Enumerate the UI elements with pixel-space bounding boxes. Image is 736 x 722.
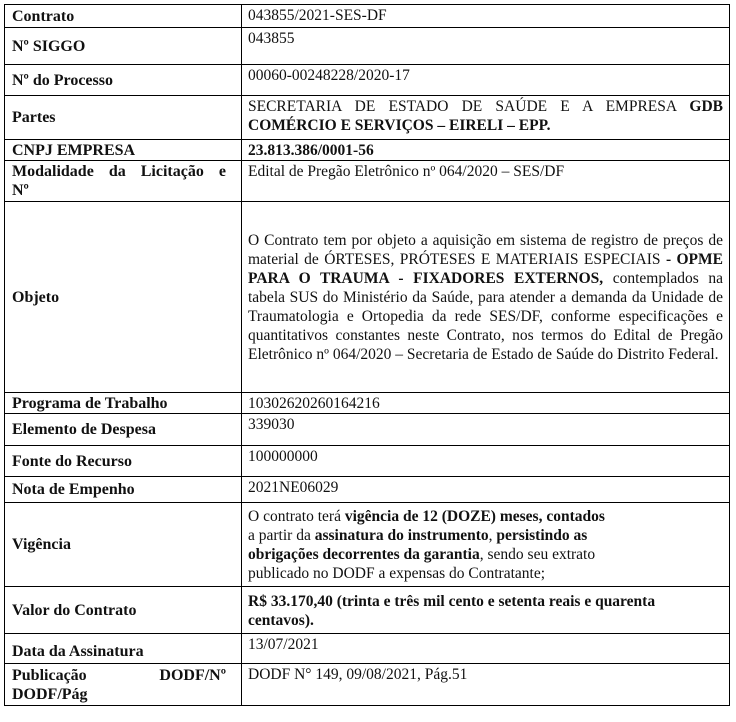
partes-text: SECRETARIA DE ESTADO DE SAÚDE E A EMPRESA (248, 98, 690, 115)
label-programa: Programa de Trabalho (5, 393, 242, 414)
objeto-text-1: O Contrato tem por objeto a aquisição em sistema de registro de preços de material de ÓRTESES, PRÓTESES E MATERIAIS ESPECIAIS (248, 232, 723, 268)
value-objeto (242, 202, 730, 393)
value-elemento: 339030 (242, 414, 730, 446)
value-vigencia (242, 503, 730, 587)
row-fonte (5, 446, 730, 477)
row-assinatura (5, 634, 730, 664)
contract-table (4, 4, 730, 706)
value-partes (242, 96, 730, 140)
row-cnpj (5, 140, 730, 161)
row-valor (5, 587, 730, 634)
label-publicacao (5, 664, 242, 706)
value-cnpj: 23.813.386/0001-56 (242, 140, 730, 161)
label-siggo: Nº SIGGO (5, 28, 242, 65)
label-processo: Nº do Processo (5, 65, 242, 96)
value-processo: 00060-00248228/2020-17 (242, 65, 730, 96)
label-publicacao-part3: DODF/Pág (12, 685, 88, 703)
label-contrato: Contrato (5, 5, 242, 28)
label-publicacao-part2: DODF/Nº (159, 666, 226, 684)
vigencia-bold-3: persistindo as (496, 527, 588, 544)
row-publicacao (5, 664, 730, 706)
value-contrato: 043855/2021-SES-DF (242, 5, 730, 28)
value-assinatura: 13/07/2021 (242, 634, 730, 664)
value-valor: R$ 33.170,40 (trinta e três mil cento e setenta reais e quarenta centavos). (242, 587, 730, 634)
row-modalidade (5, 161, 730, 202)
label-assinatura: Data da Assinatura (5, 634, 242, 664)
vigencia-text-1: O contrato terá (248, 508, 345, 525)
label-modalidade (5, 161, 242, 202)
label-elemento: Elemento de Despesa (5, 414, 242, 446)
value-modalidade: Edital de Pregão Eletrônico nº 064/2020 – SES/DF (242, 161, 730, 202)
label-empenho: Nota de Empenho (5, 477, 242, 503)
vigencia-text-2: a partir da (248, 527, 315, 544)
vigencia-line-4: publicado no DODF a expensas do Contratante; (248, 565, 546, 582)
value-fonte: 100000000 (242, 446, 730, 477)
row-elemento (5, 414, 730, 446)
value-programa: 10302620260164216 (242, 393, 730, 414)
row-processo (5, 65, 730, 96)
label-publicacao-line1 (12, 666, 226, 685)
vigencia-text-3: , sendo seu extrato (479, 546, 596, 563)
partes-bold-gdb: GDB (689, 98, 723, 115)
value-publicacao: DODF N° 149, 09/08/2021, Pág.51 (242, 664, 730, 706)
vigencia-line-1 (248, 507, 723, 526)
label-fonte: Fonte do Recurso (5, 446, 242, 477)
row-objeto (5, 202, 730, 393)
label-publicacao-part1: Publicação (12, 666, 87, 684)
row-partes (5, 96, 730, 140)
vigencia-bold-4: obrigações decorrentes da garantia (248, 546, 480, 563)
row-programa (5, 393, 730, 414)
label-modalidade-line1: Modalidade da Licitação e (12, 163, 226, 180)
row-empenho (5, 477, 730, 503)
value-siggo: 043855 (242, 28, 730, 65)
label-valor: Valor do Contrato (5, 587, 242, 634)
label-vigencia: Vigência (5, 503, 242, 587)
vigencia-bold-2: assinatura do instrumento (314, 527, 489, 544)
label-objeto: Objeto (5, 202, 242, 393)
label-partes: Partes (5, 96, 242, 140)
value-empenho: 2021NE06029 (242, 477, 730, 503)
partes-bold-company: COMÉRCIO E SERVIÇOS – EIRELI – EPP. (248, 117, 551, 134)
objeto-bold: - OPME PARA O TRAUMA - FIXADORES EXTERNOS, (248, 251, 723, 287)
row-siggo (5, 28, 730, 65)
row-vigencia (5, 503, 730, 587)
vigencia-bold-1: vigência de 12 (DOZE) meses, contados (344, 508, 605, 525)
vigencia-comma: , (488, 527, 497, 544)
vigencia-line-3 (248, 545, 723, 564)
objeto-text-2: contemplados na tabela SUS do Ministério da Saúde, para atender a demanda da Unidade de Traumatologia e Ortopedia da rede SES/DF, conforme especificações e quantitativos constantes neste Contrato, nos termos do Edital de Pregão Eletrônico nº 064/2020 – Secretaria de Estado de Saúde do Distrito Federal. (248, 270, 723, 363)
label-modalidade-line2: Nº (12, 182, 29, 199)
contract-summary (4, 4, 730, 706)
label-cnpj: CNPJ EMPRESA (5, 140, 242, 161)
row-contrato (5, 5, 730, 28)
vigencia-line-2 (248, 526, 723, 545)
